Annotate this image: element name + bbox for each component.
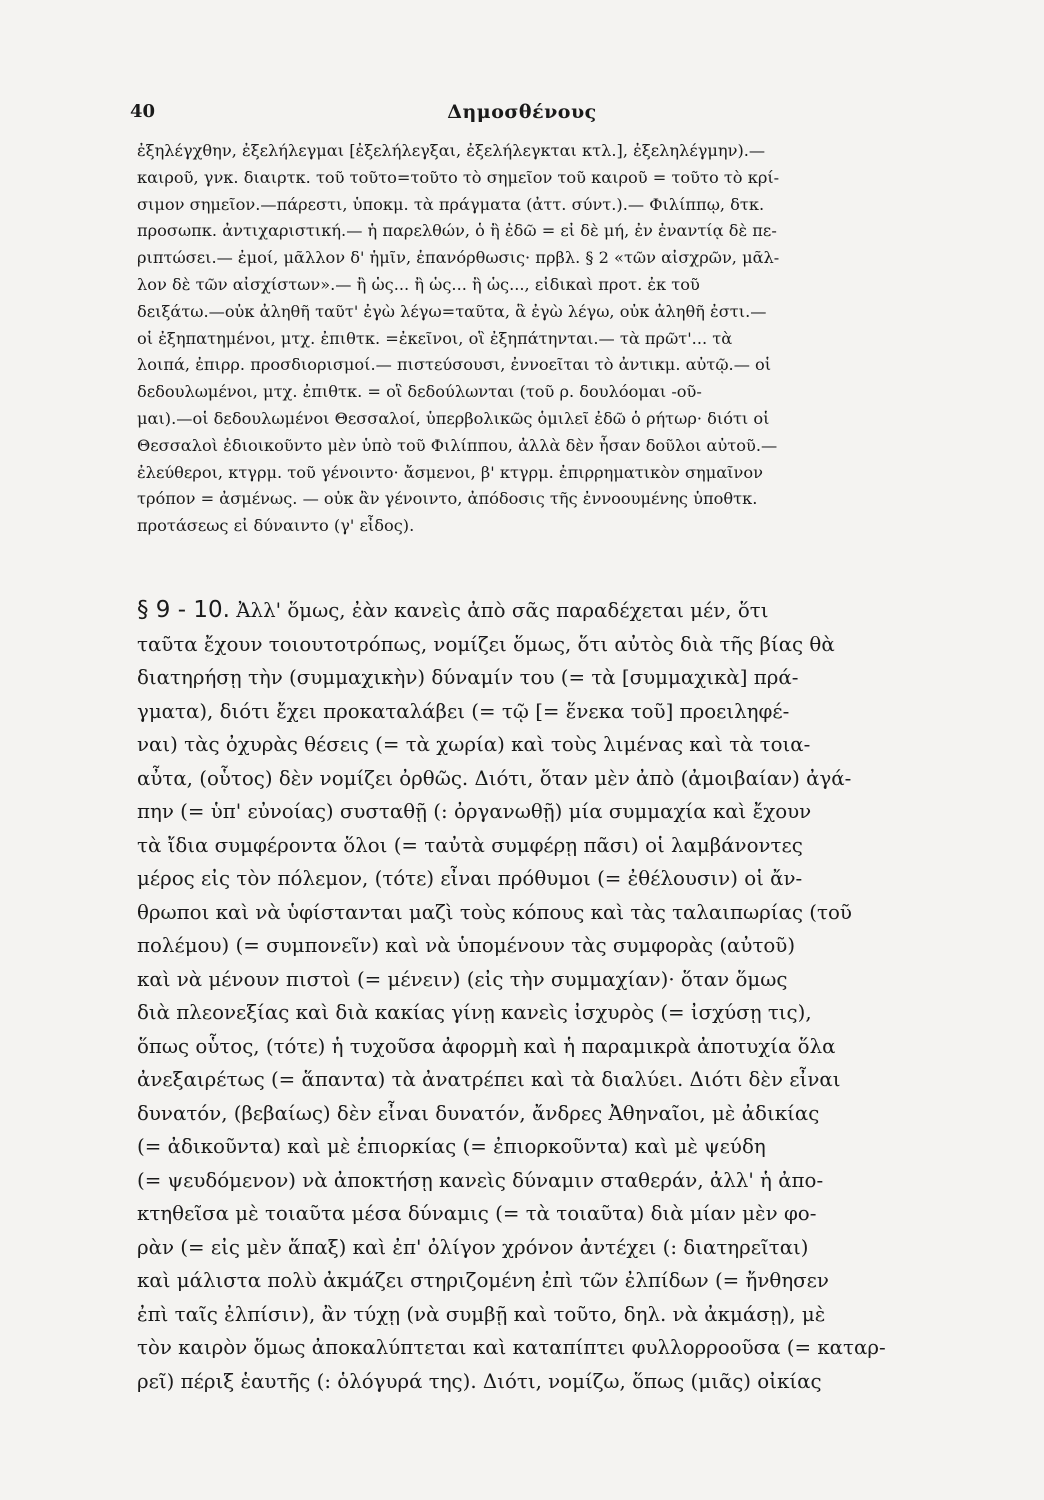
section-line: ναι) τὰς ὀχυρὰς θέσεις (= τὰ χωρία) καὶ τοὺς λιμένας καὶ τὰ τοια- bbox=[137, 733, 811, 756]
section-line bbox=[137, 594, 911, 628]
note-line: σιμον σημεῖον.—πάρεστι, ὑποκμ. τὰ πράγματα (ἀττ. σύντ.).— Φιλίππῳ, δτκ. bbox=[137, 194, 765, 214]
page-number: 40 bbox=[130, 101, 156, 122]
note-line: ἐλεύθεροι, κτγρμ. τοῦ γένοιντο· ἄσμενοι, β' κτγρμ. ἐπιρρηματικὸν σημαῖνον bbox=[137, 462, 763, 482]
section-text: Ἀλλ' ὅμως, ἐὰν κανεὶς ἀπὸ σᾶς παραδέχεται μέν, ὅτι bbox=[236, 599, 769, 622]
note-line: λον δὲ τῶν αἰσχίστων».— ἢ ὡς... ἢ ὡς... ἢ ὡς..., εἰδικαὶ προτ. ἐκ τοῦ bbox=[137, 274, 700, 294]
section-line: δυνατόν, (βεβαίως) δὲν εἶναι δυνατόν, ἄνδρες Ἀθηναῖοι, μὲ ἀδικίας bbox=[137, 1101, 820, 1125]
section-line: ἀνεξαιρέτως (= ἅπαντα) τὰ ἀνατρέπει καὶ τὰ διαλύει. Διότι δὲν εἶναι bbox=[137, 1068, 841, 1091]
note-line: μαι).—οἱ δεδουλωμένοι Θεσσαλοί, ὑπερβολικῶς ὁμιλεῖ ἐδῶ ὁ ρήτωρ· διότι οἱ bbox=[137, 408, 770, 428]
section-line: (= ψευδόμενον) νὰ ἀποκτήσῃ κανεὶς δύναμιν σταθεράν, ἀλλ' ἡ ἀπο- bbox=[137, 1168, 824, 1192]
note-line: προτάσεως εἰ δύναιντο (γ' εἶδος). bbox=[137, 516, 415, 536]
note-line: λοιπά, ἐπιρρ. προσδιορισμοί.— πιστεύσουσι, ἐννοεῖται τὸ ἀντικμ. αὐτῷ.— οἱ bbox=[137, 355, 772, 375]
section-line: διὰ πλεονεξίας καὶ διὰ κακίας γίνῃ κανεὶς ἰσχυρὸς (= ἰσχύσῃ τις), bbox=[137, 1001, 812, 1024]
running-title: Δημοσθένους bbox=[447, 101, 597, 123]
translation-section bbox=[137, 594, 911, 1398]
section-line: γματα), διότι ἔχει προκαταλάβει (= τῷ [= ἕνεκα τοῦ] προειληφέ- bbox=[137, 699, 790, 723]
section-line: πην (= ὑπ' εὐνοίας) συσταθῇ (: ὀργανωθῇ) μία συμμαχία καὶ ἔχουν bbox=[137, 800, 812, 823]
section-line: καὶ νὰ μένουν πιστοὶ (= μένειν) (εἰς τὴν συμμαχίαν)· ὅταν ὅμως bbox=[137, 967, 788, 991]
section-line: ρεῖ) πέριξ ἑαυτῆς (: ὁλόγυρά της). Διότι, νομίζω, ὅπως (μιᾶς) οἰκίας bbox=[137, 1369, 822, 1393]
section-line: τὸν καιρὸν ὅμως ἀποκαλύπτεται καὶ καταπίπτει φυλλορροοῦσα (= καταρ- bbox=[137, 1336, 886, 1359]
section-line: ἐπὶ ταῖς ἐλπίσιν), ἂν τύχῃ (νὰ συμβῇ καὶ τοῦτο, δηλ. νὰ ἀκμάσῃ), μὲ bbox=[137, 1302, 826, 1326]
note-line: ριπτώσει.— ἐμοί, μᾶλλον δ' ἡμῖν, ἐπανόρθωσις· πρβλ. § 2 «τῶν αἰσχρῶν, μᾶλ- bbox=[137, 248, 780, 268]
section-line: ρὰν (= εἰς μὲν ἅπαξ) καὶ ἐπ' ὀλίγον χρόνον ἀντέχει (: διατηρεῖται) bbox=[137, 1235, 809, 1259]
note-line: προσωπκ. ἀντιχαριστική.— ἡ παρελθών, ὁ ἢ ἐδῶ = εἰ δὲ μή, ἐν ἐναντίᾳ δὲ πε- bbox=[137, 221, 777, 241]
note-line: οἱ ἐξηπατημένοι, μτχ. ἐπιθτκ. =ἐκεῖνοι, οἳ ἐξηπάτηνται.— τὰ πρῶτ'... τὰ bbox=[137, 328, 733, 348]
section-line: μέρος εἰς τὸν πόλεμον, (τότε) εἶναι πρόθυμοι (= ἐθέλουσιν) οἱ ἄν- bbox=[137, 867, 803, 890]
note-line: Θεσσαλοὶ ἐδιοικοῦντο μὲν ὑπὸ τοῦ Φιλίππου, ἀλλὰ δὲν ἦσαν δοῦλοι αὐτοῦ.— bbox=[137, 435, 778, 455]
section-line: κτηθεῖσα μὲ τοιαῦτα μέσα δύναμις (= τὰ τοιαῦτα) διὰ μίαν μὲν φο- bbox=[137, 1202, 817, 1225]
note-line: καιροῦ, γνκ. διαιρτκ. τοῦ τοῦτο=τοῦτο τὸ σημεῖον τοῦ καιροῦ = τοῦτο τὸ κρί- bbox=[137, 167, 780, 187]
section-line: καὶ μάλιστα πολὺ ἀκμάζει στηριζομένη ἐπὶ τῶν ἐλπίδων (= ἤνθησεν bbox=[137, 1269, 829, 1292]
commentary-notes bbox=[137, 138, 909, 540]
section-number: § 9 - 10. bbox=[137, 597, 230, 623]
note-line: δεδουλωμένοι, μτχ. ἐπιθτκ. = οἳ δεδούλωνται (τοῦ ρ. δουλόομαι -οῦ- bbox=[137, 382, 702, 402]
section-line: αὖτα, (οὗτος) δὲν νομίζει ὀρθῶς. Διότι, ὅταν μὲν ἀπὸ (ἀμοιβαίαν) ἀγά- bbox=[137, 766, 852, 790]
note-line: ἐξηλέγχθην, ἐξελήλεγμαι [ἐξελήλεγξαι, ἐξελήλεγκται κτλ.], ἐξεληλέγμην).— bbox=[137, 141, 766, 160]
section-line: πολέμου) (= συμπονεῖν) καὶ νὰ ὑπομένουν τὰς συμφορὰς (αὐτοῦ) bbox=[137, 934, 796, 957]
section-line: (= ἀδικοῦντα) καὶ μὲ ἐπιορκίας (= ἐπιορκοῦντα) καὶ μὲ ψεύδη bbox=[137, 1135, 766, 1158]
note-line: δειξάτω.—οὐκ ἀληθῆ ταῦτ' ἐγὼ λέγω=ταῦτα, ἃ ἐγὼ λέγω, οὐκ ἀληθῆ ἐστι.— bbox=[137, 301, 767, 321]
section-line: ταῦτα ἔχουν τοιουτοτρόπως, νομίζει ὅμως, ὅτι αὐτὸς διὰ τῆς βίας θὰ bbox=[137, 632, 835, 656]
note-line: τρόπον = ἀσμένως. — οὐκ ἂν γένοιντο, ἀπόδοσις τῆς ἐννοουμένης ὑποθτκ. bbox=[137, 489, 758, 509]
section-line: διατηρήσῃ τὴν (συμμαχικὴν) δύναμίν του (= τὰ [συμμαχικὰ] πρά- bbox=[137, 666, 799, 689]
section-line: θρωποι καὶ νὰ ὑφίστανται μαζὶ τοὺς κόπους καὶ τὰς ταλαιπωρίας (τοῦ bbox=[137, 900, 852, 924]
section-line: ὅπως οὗτος, (τότε) ἡ τυχοῦσα ἀφορμὴ καὶ ἡ παραμικρὰ ἀποτυχία ὅλα bbox=[137, 1034, 836, 1058]
section-line: τὰ ἴδια συμφέροντα ὅλοι (= ταὐτὰ συμφέρῃ πᾶσι) οἱ λαμβάνοντες bbox=[137, 833, 803, 857]
